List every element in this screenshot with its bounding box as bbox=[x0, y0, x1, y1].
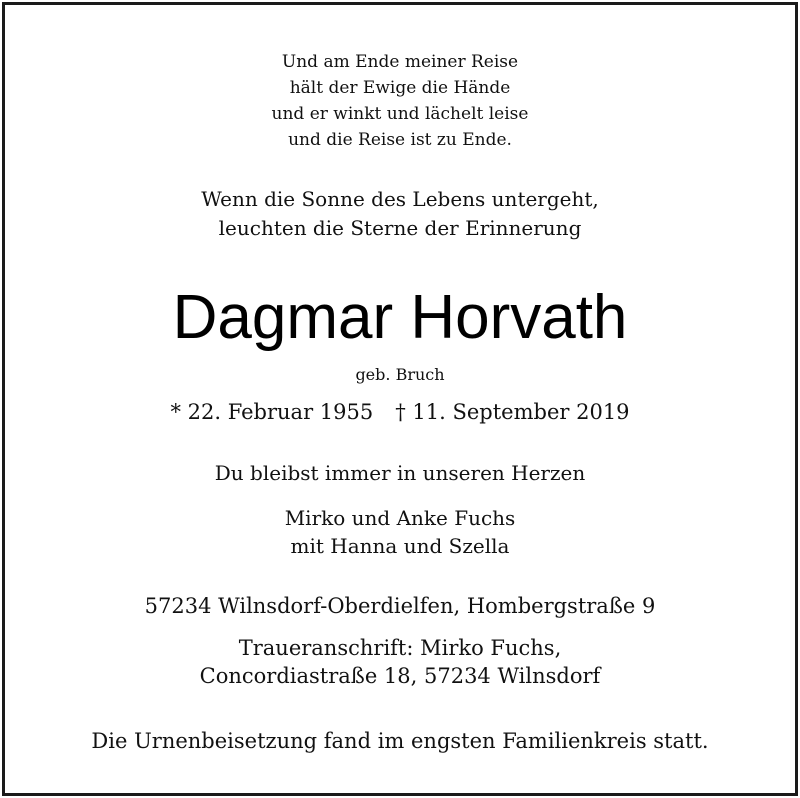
birth-date: * 22. Februar 1955 bbox=[170, 400, 374, 424]
deceased-name: Dagmar Horvath bbox=[172, 283, 628, 352]
quote-line-1: Wenn die Sonne des Lebens untergeht, bbox=[201, 187, 599, 211]
poem-line-2: hält der Ewige die Hände bbox=[289, 78, 511, 98]
burial-note: Die Urnenbeisetzung fand im engsten Familienkreis statt. bbox=[91, 729, 709, 753]
poem-line-1: Und am Ende meiner Reise bbox=[281, 52, 519, 72]
life-dates bbox=[0, 397, 800, 427]
poem-line-3: und er winkt und lächelt leise bbox=[271, 104, 529, 124]
mourners-line-1: Mirko und Anke Fuchs bbox=[284, 506, 516, 530]
dedication: Du bleibst immer in unseren Herzen bbox=[214, 461, 586, 485]
death-date: † 11. September 2019 bbox=[395, 400, 630, 424]
mourners-line-2: mit Hanna und Szella bbox=[290, 534, 510, 558]
quote-line-2: leuchten die Sterne der Erinnerung bbox=[218, 216, 582, 240]
poem-line-4: und die Reise ist zu Ende. bbox=[288, 130, 512, 150]
place-address: 57234 Wilnsdorf-Oberdielfen, Hombergstraße 9 bbox=[144, 594, 656, 618]
maiden-name: geb. Bruch bbox=[355, 365, 445, 384]
mourning-address-line-1: Traueranschrift: Mirko Fuchs, bbox=[238, 636, 562, 660]
mourning-address-line-2: Concordiastraße 18, 57234 Wilnsdorf bbox=[199, 664, 601, 688]
